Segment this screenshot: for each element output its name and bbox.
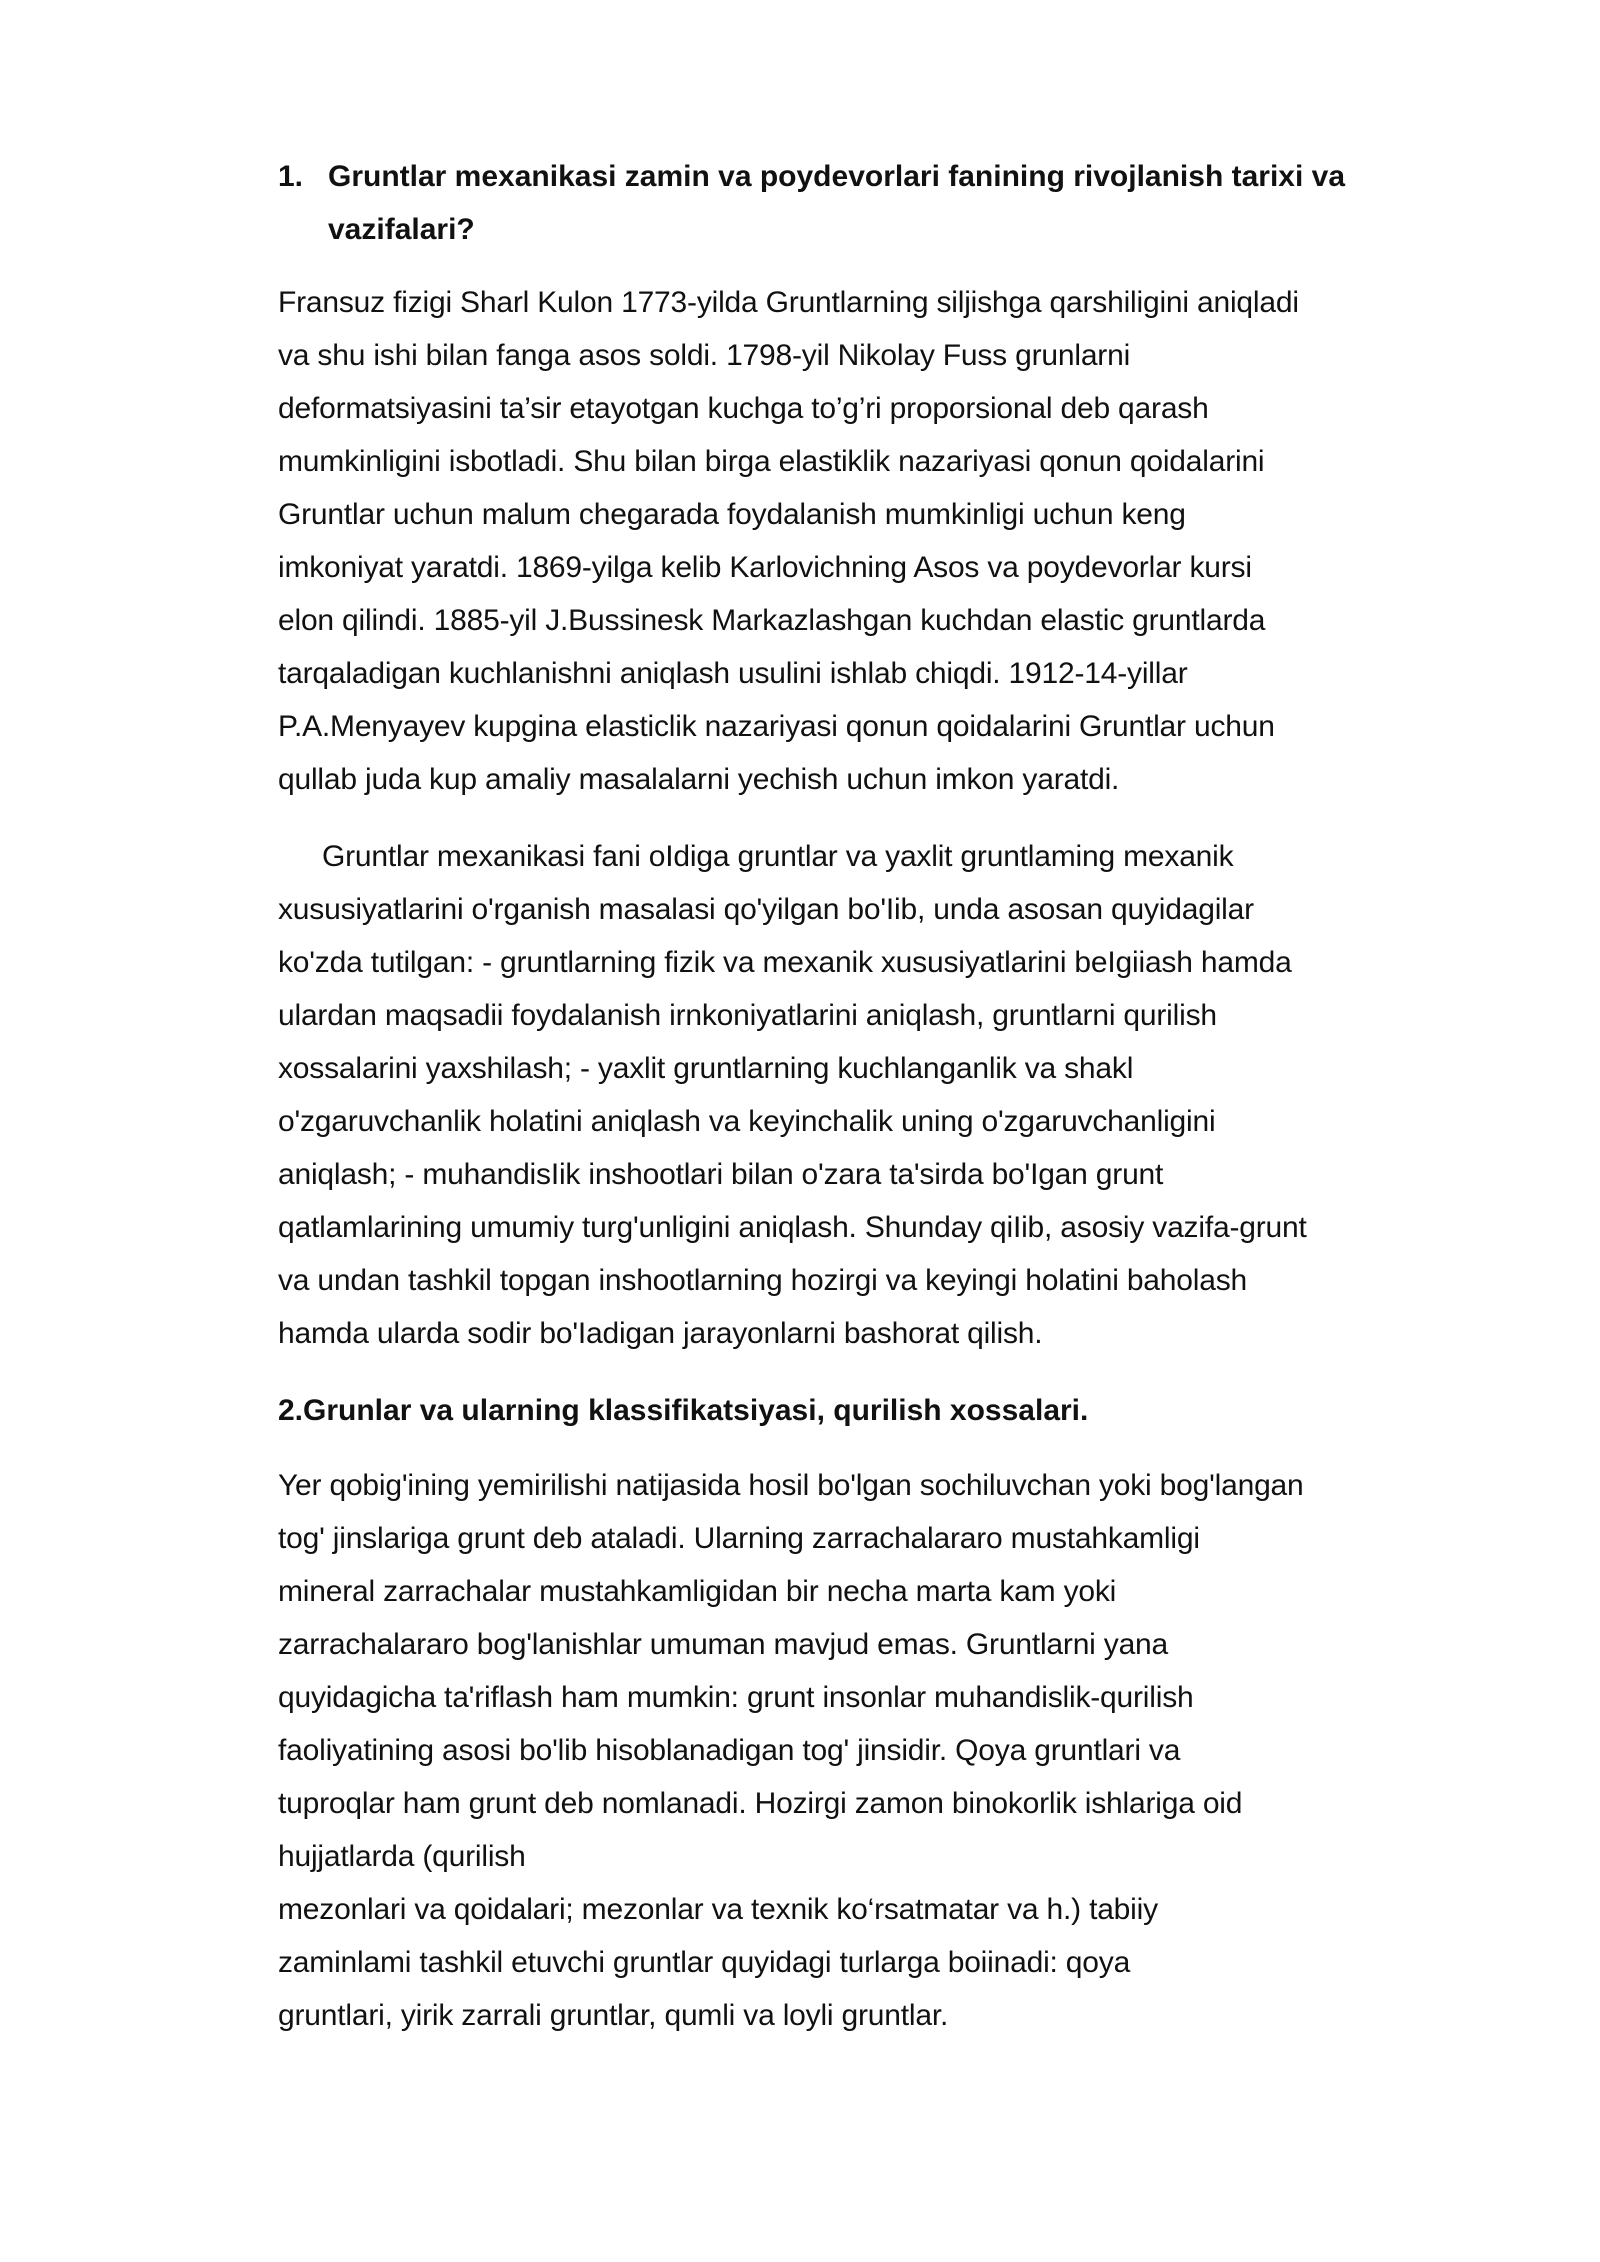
text-line: hamda ularda sodir bo'Iadigan jarayonlarni bashorat qilish. — [278, 1317, 1043, 1350]
text-line: aniqlash; - muhandisIik inshootlari bilan o'zara ta'sirda bo'Igan grunt — [278, 1158, 1164, 1191]
text-line: qatlamlarining umumiy turg'unligini aniqlash. Shunday qiIib, asosiy vazifa-grunt — [278, 1211, 1307, 1244]
text-line: zaminlami tashkil etuvchi gruntlar quyidagi turlarga boiinadi: qoya — [278, 1946, 1131, 1979]
text-line: tuproqlar ham grunt deb nomlanadi. Hozirgi zamon binokorlik ishlariga oid — [278, 1787, 1243, 1820]
text-line: Gruntlar uchun malum chegarada foydalanish mumkinligi uchun keng — [278, 498, 1186, 531]
text-line: quyidagicha ta'riflash ham mumkin: grunt insonlar muhandislik-qurilish — [278, 1681, 1194, 1714]
heading-line: vazifalari? — [328, 213, 475, 246]
text-line: gruntlari, yirik zarrali gruntlar, qumli va loyli gruntlar. — [278, 1999, 949, 2032]
text-line: faoliyatining asosi bo'lib hisoblanadigan tog' jinsidir. Qoya gruntlari va — [278, 1734, 1181, 1767]
text-line: o'zgaruvchanlik holatini aniqlash va keyinchalik uning o'zgaruvchanligini — [278, 1105, 1216, 1138]
text-line: zarrachalararo bog'lanishlar umuman mavjud emas. Gruntlarni yana — [278, 1628, 1169, 1661]
text-line: mumkinligini isbotladi. Shu bilan birga elastiklik nazariyasi qonun qoidalarini — [278, 445, 1265, 478]
text-line: Gruntlar mexanikasi fani oIdiga gruntlar va yaxlit gruntlaming mexanik — [322, 840, 1234, 873]
text-line: P.A.Menyayev kupgina elasticlik nazariyasi qonun qoidalarini Gruntlar uchun — [278, 710, 1275, 743]
text-line: Yer qobig'ining yemirilishi natijasida hosil bo'lgan sochiluvchan yoki bog'langan — [278, 1469, 1304, 1502]
text-line: qullab juda kup amaliy masalalarni yechish uchun imkon yaratdi. — [278, 763, 1120, 796]
text-line: va undan tashkil topgan inshootlarning hozirgi va keyingi holatini baholash — [278, 1264, 1247, 1297]
paragraph-history — [278, 276, 1508, 806]
text-line: va shu ishi bilan fanga asos soldi. 1798-yil Nikolay Fuss grunlarni — [278, 339, 1131, 372]
text-line: elon qilindi. 1885-yil J.Bussinesk Markazlashgan kuchdan elastic gruntlarda — [278, 604, 1266, 637]
text-line: xossalarini yaxshilash; - yaxlit gruntlarning kuchlanganlik va shakl — [278, 1052, 1134, 1085]
text-line: mezonlari va qoidalari; mezonlar va texnik ko‘rsatmatar va h.) tabiiy — [278, 1893, 1158, 1926]
paragraph-tasks — [278, 830, 1508, 1360]
text-line: xususiyatlarini o'rganish masalasi qo'yilgan bo'Iib, unda asosan quyidagilar — [278, 893, 1254, 926]
text-line: Fransuz fizigi Sharl Kulon 1773-yilda Gruntlarning siljishga qarshiligini aniqladi — [278, 286, 1299, 319]
paragraph-classification — [278, 1459, 1508, 2042]
section-heading-2: 2.Grunlar va ularning klassifikatsiyasi, qurilish xossalari. — [278, 1394, 1089, 1427]
text-line: deformatsiyasini ta’sir etayotgan kuchga to’g’ri proporsional deb qarash — [278, 392, 1209, 425]
section-heading-1 — [278, 150, 1508, 256]
text-line: tog' jinslariga grunt deb ataladi. Ularning zarrachalararo mustahkamligi — [278, 1522, 1200, 1555]
text-line: mineral zarrachalar mustahkamligidan bir necha marta kam yoki — [278, 1575, 1117, 1608]
text-line: imkoniyat yaratdi. 1869-yilga kelib Karlovichning Asos va poydevorlar kursi — [278, 551, 1252, 584]
heading-line: Gruntlar mexanikasi zamin va poydevorlari fanining rivojlanish tarixi va — [328, 160, 1346, 193]
heading-number: 1. — [278, 160, 304, 193]
text-line: hujjatlarda (qurilish — [278, 1840, 526, 1873]
text-line: ulardan maqsadii foydalanish irnkoniyatlarini aniqlash, gruntlarni qurilish — [278, 999, 1217, 1032]
text-line: ko'zda tutilgan: - gruntlarning fizik va mexanik xususiyatlarini beIgiiash hamda — [278, 946, 1292, 979]
document-body — [278, 150, 1508, 2042]
text-line: tarqaladigan kuchlanishni aniqlash usulini ishlab chiqdi. 1912-14-yillar — [278, 657, 1188, 690]
